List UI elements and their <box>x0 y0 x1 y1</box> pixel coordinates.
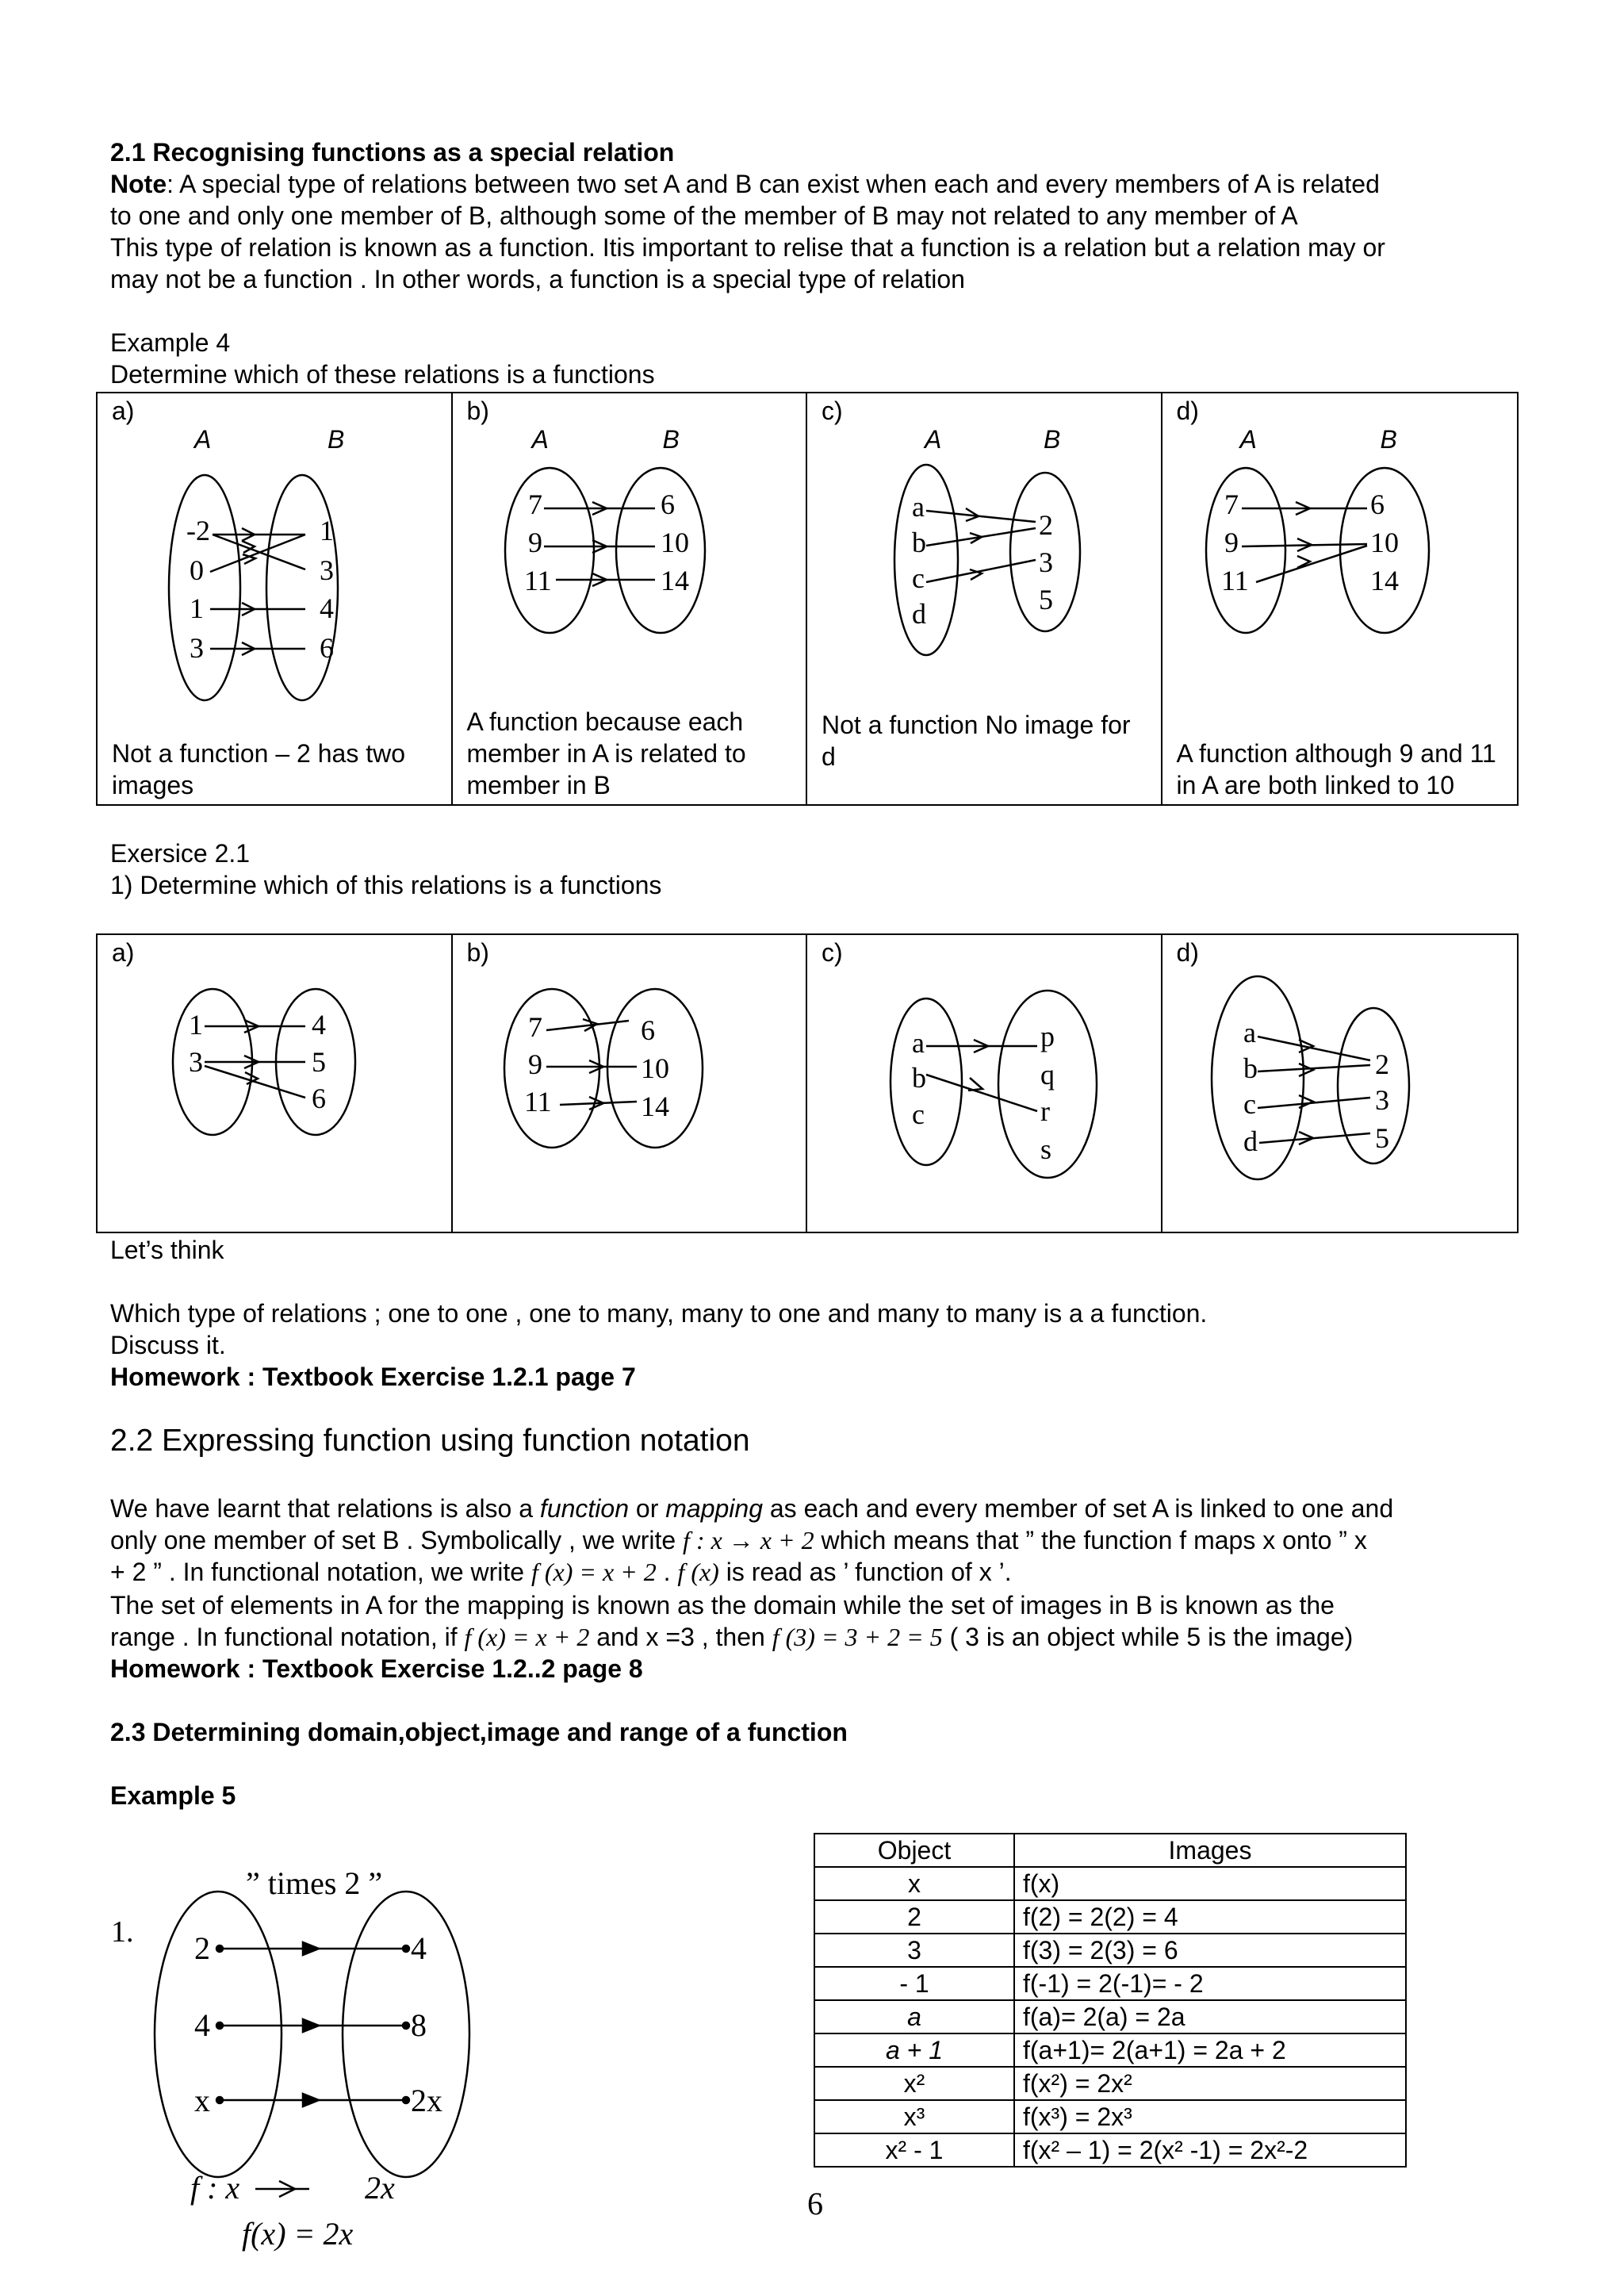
arrow-line <box>926 1075 1037 1111</box>
set-b-label: B <box>1380 425 1397 454</box>
object-cell: x³ <box>814 2100 1014 2133</box>
image-cell: f(a)= 2(a) = 2a <box>1014 2000 1406 2033</box>
domain-value: d <box>1243 1125 1258 1157</box>
homework-2: Homework : Textbook Exercise 1.2..2 page 8 <box>110 1654 643 1683</box>
codomain-value: 14 <box>1369 565 1399 596</box>
domain-value: 11 <box>523 565 552 596</box>
mapping-diagram <box>98 393 451 711</box>
section-2-3-heading: 2.3 Determining domain,object,image and range of a function <box>110 1718 848 1746</box>
domain-ellipse <box>891 999 962 1165</box>
example-4-cell-b <box>453 393 808 804</box>
object-cell: x <box>814 1867 1014 1900</box>
example-4-cell-d <box>1162 393 1518 804</box>
table-row <box>814 1934 1406 1967</box>
arrow-line <box>1242 544 1367 546</box>
codomain-value: 6 <box>1369 489 1385 520</box>
codomain-value: 8 <box>411 2007 427 2043</box>
example-5-title: Example 5 <box>110 1781 236 1810</box>
codomain-ellipse <box>343 1892 469 2177</box>
codomain-value: 14 <box>660 565 689 596</box>
page-number: 6 <box>807 2186 823 2221</box>
header-images: Images <box>1014 1834 1406 1867</box>
note-line-1 <box>110 168 1380 200</box>
domain-value: c <box>912 562 925 594</box>
arrow-head <box>303 1942 319 1955</box>
arrow-head <box>303 2094 319 2106</box>
codomain-value: 2 <box>1039 509 1053 541</box>
cell-caption: Not a function No image for d <box>822 711 1131 771</box>
codomain-value: 5 <box>1039 584 1053 615</box>
table-row <box>814 1967 1406 2000</box>
cell-label: a) <box>112 938 135 967</box>
arrow-head <box>303 2019 319 2032</box>
image-cell: f(x² – 1) = 2(x² -1) = 2x²-2 <box>1014 2133 1406 2167</box>
table-row <box>814 2033 1406 2067</box>
cell-label: a) <box>112 397 135 425</box>
arrow-line <box>926 560 1036 582</box>
domain-value: 1 <box>189 1009 203 1041</box>
cell-caption: Not a function – 2 has two images <box>112 739 405 799</box>
function-formula: f(x) = 2x <box>242 2216 354 2252</box>
domain-value: c <box>1243 1088 1256 1120</box>
table-row <box>814 2000 1406 2033</box>
codomain-value: 6 <box>312 1083 326 1114</box>
table-row <box>814 2067 1406 2100</box>
section-2-2-line-5: range . In functional notation, if f (x) = x + 2 and x =3 , then f (3) = 3 + 2 = 5 ( 3 is an object while 5 is the image) <box>110 1623 1354 1651</box>
domain-value: b <box>912 1062 926 1094</box>
domain-value: 1 <box>190 592 204 624</box>
domain-value: 7 <box>1224 489 1239 520</box>
domain-ellipse <box>1206 468 1285 633</box>
arrow-line <box>1258 1037 1370 1060</box>
example-4-grid <box>96 392 1519 806</box>
image-cell: f(-1) = 2(-1)= - 2 <box>1014 1967 1406 2000</box>
object-cell: 3 <box>814 1934 1014 1967</box>
example-4-title: Example 4 <box>110 328 231 357</box>
exercise-cell-a <box>98 935 453 1232</box>
domain-value: 3 <box>189 1046 203 1078</box>
codomain-value: 6 <box>320 632 334 664</box>
set-a-label: A <box>1239 425 1257 454</box>
codomain-value: 5 <box>1374 1122 1389 1154</box>
cell-caption: A function because each member in A is related to member in B <box>466 707 746 799</box>
object-cell: a + 1 <box>814 2033 1014 2067</box>
domain-ellipse <box>894 465 958 655</box>
codomain-value: 10 <box>1369 527 1399 558</box>
domain-value: 4 <box>194 2007 210 2043</box>
example-4-instruction: Determine which of these relations is a functions <box>110 360 655 389</box>
domain-ellipse <box>169 475 240 700</box>
domain-value: 9 <box>527 1048 542 1080</box>
codomain-value: r <box>1040 1095 1050 1127</box>
item-number: 1. <box>111 1915 134 1949</box>
table-row <box>814 2100 1406 2133</box>
codomain-value: 6 <box>660 489 675 520</box>
domain-value: x <box>194 2083 210 2118</box>
object-cell: a <box>814 2000 1014 2033</box>
domain-value: 11 <box>523 1086 552 1117</box>
arrow-line <box>210 535 305 572</box>
domain-value: 7 <box>527 1011 542 1043</box>
mapping-diagram <box>453 935 806 1235</box>
codomain-value: p <box>1040 1021 1055 1052</box>
mapping-formula <box>182 2165 444 2260</box>
table-row <box>814 1900 1406 1934</box>
codomain-value: 14 <box>640 1091 669 1122</box>
codomain-ellipse <box>1338 1008 1409 1163</box>
section-2-2-line-3: + 2 ” . In functional notation, we write f (x) = x + 2 . f (x) is read as ’ function of x ’. <box>110 1558 1012 1586</box>
function-notation: f (x) = x + 2 <box>530 1558 657 1586</box>
domain-value: b <box>1243 1052 1258 1084</box>
mapping-diagram <box>98 935 451 1235</box>
arrow-label: ” times 2 ” <box>246 1865 383 1901</box>
header-object: Object <box>814 1834 1014 1867</box>
codomain-value: 4 <box>320 592 334 624</box>
section-2-2-line-4: The set of elements in A for the mapping is known as the domain while the set of images in B is known as the <box>110 1591 1335 1619</box>
domain-value: 9 <box>1224 527 1239 558</box>
domain-value: d <box>912 598 926 630</box>
domain-value: 11 <box>1220 565 1249 596</box>
set-a-label: A <box>925 425 942 454</box>
domain-ellipse <box>1212 976 1304 1179</box>
arrow-line <box>205 1066 305 1098</box>
domain-value: 0 <box>190 554 204 586</box>
domain-value: a <box>912 1027 925 1059</box>
exercise-2-1-grid <box>96 933 1519 1233</box>
domain-value: 3 <box>190 632 204 664</box>
arrow-head <box>1299 1095 1313 1108</box>
codomain-value: q <box>1040 1059 1055 1091</box>
domain-value: 7 <box>527 489 542 520</box>
map-lhs: f : x <box>190 2170 240 2206</box>
domain-value: a <box>1243 1017 1256 1048</box>
note-text: : A special type of relations between two set A and B can exist when each and every members of A is related <box>167 170 1380 198</box>
cell-label: c) <box>822 397 843 425</box>
section-2-1-heading: 2.1 Recognising functions as a special relation <box>110 138 675 167</box>
object-image-table <box>814 1833 1407 2168</box>
codomain-value: 3 <box>1374 1084 1389 1116</box>
set-b-label: B <box>662 425 680 454</box>
section-2-2-heading: 2.2 Expressing function using function notation <box>110 1424 750 1458</box>
lets-think-title: Let’s think <box>110 1236 224 1264</box>
image-cell: f(x²) = 2x² <box>1014 2067 1406 2100</box>
codomain-ellipse <box>266 475 338 700</box>
section-2-2-line-1: We have learnt that relations is also a function or mapping as each and every member of set A is linked to one and <box>110 1494 1394 1523</box>
domain-ellipse <box>155 1892 282 2177</box>
mapping-diagram <box>1162 935 1516 1235</box>
example-4-cell-c <box>807 393 1162 804</box>
set-a-label: A <box>531 425 549 454</box>
mapping-diagram <box>807 935 1161 1235</box>
object-cell: - 1 <box>814 1967 1014 2000</box>
cell-label: b) <box>466 938 489 967</box>
image-cell: f(2) = 2(2) = 4 <box>1014 1900 1406 1934</box>
exercise-2-1-instruction: 1) Determine which of this relations is a functions <box>110 871 662 899</box>
exercise-cell-d <box>1162 935 1518 1232</box>
mapping-diagram <box>807 393 1161 711</box>
mapping-diagram <box>453 393 806 711</box>
exercise-cell-b <box>453 935 808 1232</box>
codomain-value: 10 <box>640 1052 669 1084</box>
arrow-line <box>926 511 1036 522</box>
set-a-label: A <box>194 425 212 454</box>
codomain-value: 4 <box>312 1009 326 1041</box>
table-row <box>814 1867 1406 1900</box>
domain-value: 9 <box>527 527 542 558</box>
lets-think-question: Which type of relations ; one to one , one to many, many to one and many to many is a a function. <box>110 1299 1208 1328</box>
image-cell: f(x) <box>1014 1867 1406 1900</box>
cell-label: b) <box>466 397 489 425</box>
map-rhs: 2x <box>365 2170 395 2206</box>
image-cell: f(3) = 2(3) = 6 <box>1014 1934 1406 1967</box>
arrow-line <box>1256 546 1367 582</box>
arrow-line <box>1258 1098 1370 1108</box>
object-cell: 2 <box>814 1900 1014 1934</box>
homework-1: Homework : Textbook Exercise 1.2.1 page 7 <box>110 1363 636 1391</box>
domain-value: c <box>912 1098 925 1130</box>
domain-ellipse <box>504 989 599 1148</box>
note-line-4: may not be a function . In other words, a function is a special type of relation <box>110 265 965 293</box>
domain-value: a <box>912 491 925 523</box>
map-notation: f : x → x + 2 <box>683 1526 814 1554</box>
note-label: Note <box>110 170 167 198</box>
table-row <box>814 2133 1406 2167</box>
note-line-3: This type of relation is known as a function. Itis important to relise that a function is a relation but a relation may or <box>110 233 1385 262</box>
codomain-value: 2 <box>1374 1048 1389 1080</box>
cell-caption: A function although 9 and 11 in A are both linked to 10 <box>1176 739 1496 799</box>
object-cell: x² - 1 <box>814 2133 1014 2167</box>
codomain-value: 3 <box>1039 546 1053 578</box>
codomain-value: s <box>1040 1133 1052 1165</box>
domain-ellipse <box>505 468 594 633</box>
arrow-line <box>560 1102 637 1105</box>
mapping-diagram <box>1162 393 1516 711</box>
lets-think-discuss: Discuss it. <box>110 1331 226 1359</box>
codomain-value: 3 <box>320 554 334 586</box>
codomain-value: 5 <box>312 1046 326 1078</box>
cell-label: d) <box>1176 938 1199 967</box>
cell-label: d) <box>1176 397 1199 425</box>
codomain-value: 10 <box>660 527 689 558</box>
image-cell: f(x³) = 2x³ <box>1014 2100 1406 2133</box>
section-2-2-line-2: only one member of set B . Symbolically , we write f : x → x + 2 which means that ” the function f maps x onto ” x <box>110 1526 1367 1554</box>
domain-value: -2 <box>186 515 210 546</box>
set-b-label: B <box>1044 425 1061 454</box>
note-line-2: to one and only one member of B, although some of the member of B may not related to any member of A <box>110 201 1298 230</box>
codomain-value: 6 <box>640 1014 655 1046</box>
table-header-row <box>814 1834 1406 1867</box>
exercise-2-1-title: Exersice 2.1 <box>110 839 251 868</box>
codomain-value: 2x <box>411 2083 442 2118</box>
object-cell: x² <box>814 2067 1014 2100</box>
domain-value: b <box>912 527 926 558</box>
codomain-value: 1 <box>320 515 334 546</box>
exercise-cell-c <box>807 935 1162 1232</box>
image-cell: f(a+1)= 2(a+1) = 2a + 2 <box>1014 2033 1406 2067</box>
codomain-value: 4 <box>411 1930 427 1966</box>
example-4-cell-a <box>98 393 453 804</box>
cell-label: c) <box>822 938 843 967</box>
set-b-label: B <box>327 425 345 454</box>
domain-value: 2 <box>194 1930 210 1966</box>
